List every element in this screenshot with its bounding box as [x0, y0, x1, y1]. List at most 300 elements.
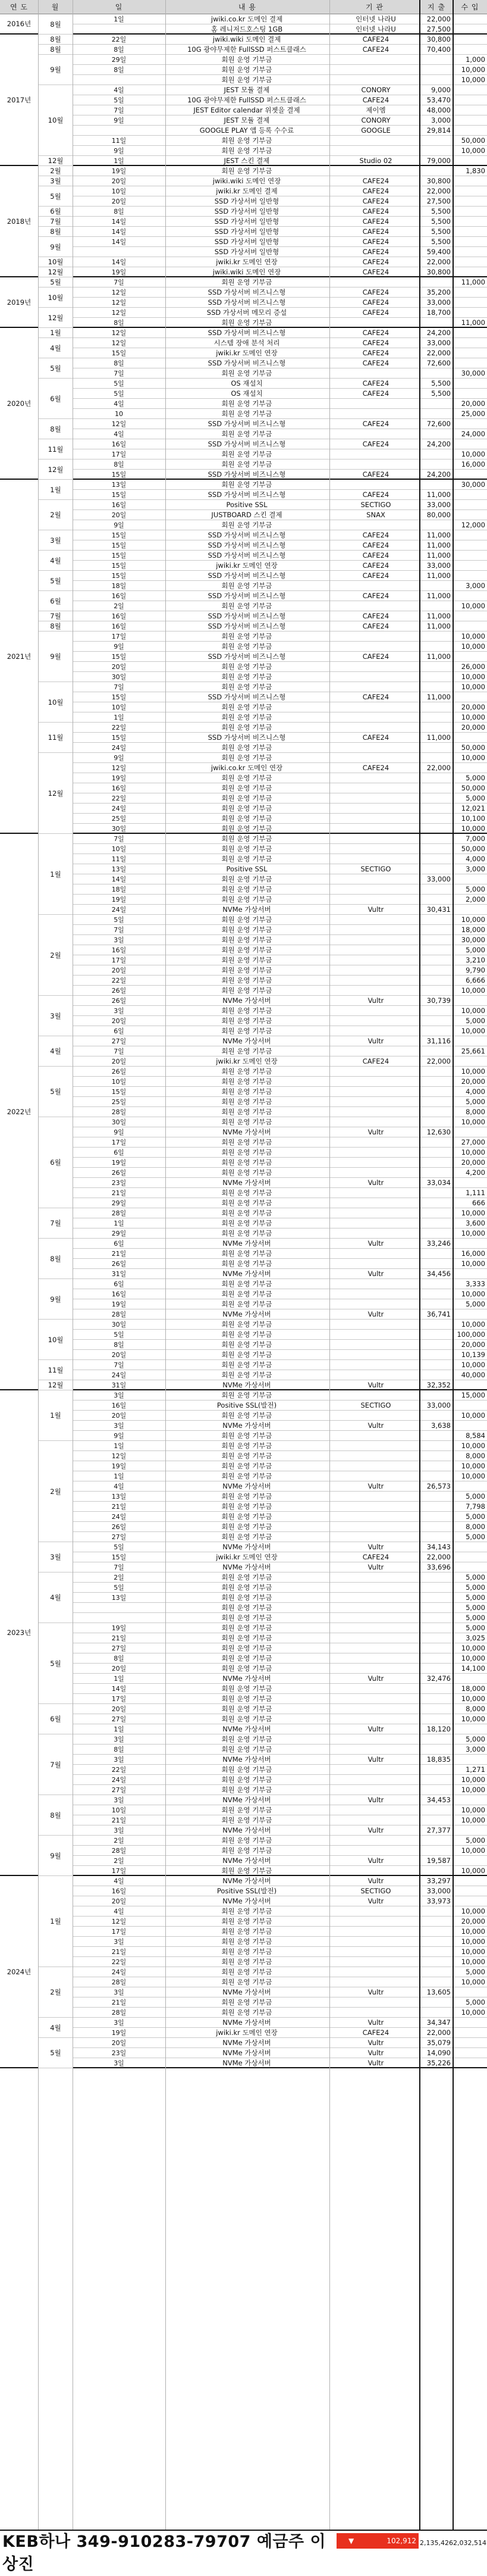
- vendor-cell: [329, 1927, 420, 1937]
- day-cell: 8일: [114, 1746, 124, 1753]
- day-cell: 21일: [111, 1503, 127, 1511]
- expense-cell: 24,200: [426, 329, 451, 337]
- description-cell: 회원 운영 기부금: [221, 703, 272, 711]
- description-cell: jwiki.wiki 도메인 연장: [212, 177, 281, 185]
- day-cell: 3일: [114, 1938, 124, 1946]
- income-cell: 10,000: [461, 1644, 485, 1652]
- income-cell: 10,000: [461, 76, 485, 84]
- description-cell: jwiki.co.kr 도메인 결제: [210, 15, 283, 23]
- expense-cell: 11,000: [426, 693, 451, 701]
- expense-cell: [420, 723, 453, 733]
- description-cell: jwiki.kr 도메인 연장: [216, 349, 278, 357]
- income-cell: 10,100: [461, 814, 485, 823]
- income-cell: 20,000: [461, 1917, 485, 1925]
- day-cell: 1일: [114, 1725, 124, 1733]
- expense-cell: [420, 1087, 453, 1097]
- column-rule: [38, 0, 39, 2530]
- description-cell: 회원 운영 기부금: [221, 582, 272, 590]
- expense-cell: [420, 945, 453, 955]
- day-cell: 26일: [111, 1260, 127, 1268]
- description-cell: OS 재설치: [231, 379, 263, 387]
- description-cell: 회원 운영 기부금: [221, 1644, 272, 1652]
- day-cell: 16일: [111, 623, 127, 630]
- day-cell: 9일: [114, 1128, 124, 1136]
- income-cell: 8,000: [466, 1108, 485, 1116]
- day-cell: 20일: [111, 967, 127, 974]
- income-cell: 24,000: [461, 430, 485, 438]
- description-cell: 회원 운영 기부금: [221, 65, 272, 74]
- expense-cell: [420, 773, 453, 783]
- day-cell: 19일: [111, 2029, 127, 2037]
- income-cell: 5,000: [466, 1836, 485, 1845]
- expense-cell: 35,200: [426, 288, 451, 296]
- vendor-cell: [329, 1613, 420, 1623]
- vendor-cell: [329, 1917, 420, 1927]
- vendor-cell: 제이엠: [366, 106, 386, 114]
- day-cell: 5일: [114, 916, 124, 924]
- income-cell: [453, 298, 487, 308]
- description-cell: 회원 운영 기부금: [221, 1442, 272, 1450]
- day-cell: 5일: [114, 1543, 124, 1551]
- expense-cell: [420, 1431, 453, 1441]
- description-cell: jwiki.kr 도메인 연장: [216, 258, 278, 266]
- day-cell: 20일: [111, 1351, 127, 1359]
- day-cell: 14일: [111, 238, 127, 246]
- vendor-cell: [329, 1411, 420, 1421]
- column-rule: [165, 0, 166, 2530]
- month-cell: 7월: [39, 611, 73, 621]
- income-cell: 18,000: [461, 926, 485, 934]
- expense-cell: 33,000: [426, 1887, 451, 1895]
- description-cell: 회원 운영 기부금: [221, 1958, 272, 1966]
- description-cell: 회원 운영 기부금: [221, 1067, 272, 1076]
- expense-cell: 18,835: [426, 1755, 451, 1764]
- vendor-cell: [329, 1330, 420, 1340]
- description-cell: 회원 운영 기부금: [221, 409, 272, 418]
- expense-cell: [420, 1664, 453, 1674]
- day-cell: 15일: [111, 491, 127, 499]
- income-cell: [453, 510, 487, 520]
- income-cell: [453, 905, 487, 915]
- description-cell: 회원 운영 기부금: [221, 1462, 272, 1470]
- vendor-cell: Vultr: [367, 1482, 384, 1490]
- description-cell: NVMe 가상서버: [222, 1270, 271, 1278]
- day-cell: 20일: [111, 1412, 127, 1420]
- vendor-cell: CAFE24: [362, 2028, 389, 2037]
- vendor-cell: [329, 1684, 420, 1694]
- expense-cell: [420, 1259, 453, 1269]
- income-cell: [453, 561, 487, 571]
- description-cell: 회원 운영 기부금: [221, 1259, 272, 1268]
- income-cell: 5,000: [466, 1603, 485, 1612]
- vendor-cell: Vultr: [367, 2049, 384, 2057]
- income-cell: 3,000: [466, 1745, 485, 1753]
- vendor-cell: CAFE24: [362, 733, 389, 742]
- day-cell: 7일: [114, 370, 124, 377]
- vendor-cell: [329, 723, 420, 733]
- vendor-cell: [329, 702, 420, 712]
- vendor-cell: [329, 409, 420, 419]
- income-cell: 25,000: [461, 409, 485, 418]
- income-cell: 11,000: [461, 318, 485, 327]
- day-cell: 5일: [114, 96, 124, 104]
- description-cell: 회원 운영 기부금: [221, 1968, 272, 1976]
- day-cell: 9일: [114, 1432, 124, 1440]
- day-cell: 25일: [111, 1098, 127, 1106]
- expense-cell: [420, 449, 453, 459]
- description-cell: 회원 운영 기부금: [221, 1523, 272, 1531]
- vendor-cell: [329, 1805, 420, 1815]
- description-cell: 회원 운영 기부금: [221, 1006, 272, 1015]
- day-cell: 22일: [111, 1766, 127, 1774]
- expense-cell: [420, 1046, 453, 1056]
- expense-cell: [420, 1512, 453, 1522]
- day-cell: 18일: [111, 582, 127, 590]
- expense-cell: [420, 1775, 453, 1785]
- income-cell: 1,111: [466, 1189, 485, 1197]
- income-cell: 3,000: [466, 582, 485, 590]
- day-cell: 17일: [111, 1867, 127, 1875]
- description-cell: 회원 운영 기부금: [221, 662, 272, 671]
- description-cell: 회원 운영 기부금: [221, 1452, 272, 1460]
- description-cell: JUSTBOARD 스킨 결제: [211, 511, 282, 519]
- expense-cell: 70,400: [426, 45, 451, 54]
- expense-cell: 11,000: [426, 652, 451, 661]
- expense-cell: [420, 1360, 453, 1370]
- expense-cell: 24,200: [426, 470, 451, 479]
- month-cell: 12월: [39, 1380, 73, 1390]
- expense-cell: [420, 1573, 453, 1583]
- description-cell: NVMe 가상서버: [222, 1877, 271, 1885]
- description-cell: 회원 운영 기부금: [221, 480, 272, 489]
- expense-cell: [420, 1168, 453, 1178]
- expense-cell: [420, 1390, 453, 1400]
- expense-cell: [420, 1947, 453, 1957]
- vendor-cell: 인터넷 나라U: [356, 25, 396, 33]
- day-cell: 29일: [111, 56, 127, 64]
- expense-cell: 80,000: [426, 511, 451, 519]
- description-cell: 회원 운영 기부금: [221, 450, 272, 458]
- expense-cell: 11,000: [426, 490, 451, 499]
- year-cell: 2022년: [0, 834, 38, 1390]
- income-cell: 50,000: [461, 784, 485, 792]
- expense-cell: [420, 409, 453, 419]
- vendor-cell: [329, 814, 420, 824]
- vendor-cell: [329, 1522, 420, 1532]
- income-cell: 10,000: [461, 1006, 485, 1015]
- income-cell: [453, 115, 487, 126]
- income-cell: 6,666: [466, 976, 485, 984]
- month-cell: 6월: [39, 1704, 73, 1734]
- header-month: 월: [51, 3, 59, 11]
- expense-cell: [420, 965, 453, 976]
- day-cell: [73, 126, 165, 136]
- income-cell: 10,000: [461, 1775, 485, 1784]
- year-cell: 2024년: [0, 1876, 38, 2068]
- income-cell: 20,000: [461, 1158, 485, 1167]
- day-cell: 1일: [114, 15, 124, 23]
- day-cell: 7일: [114, 1564, 124, 1571]
- income-cell: 10,000: [461, 1209, 485, 1217]
- expense-cell: 9,000: [431, 86, 451, 94]
- vendor-cell: [329, 1350, 420, 1360]
- description-cell: 회원 운영 기부금: [221, 723, 272, 731]
- expense-cell: [420, 1714, 453, 1724]
- month-cell: 9월: [39, 632, 73, 682]
- expense-cell: [420, 1451, 453, 1461]
- description-cell: Positive SSL(발전): [216, 1887, 277, 1895]
- day-cell: 17일: [111, 1139, 127, 1146]
- description-cell: 회원 운영 기부금: [221, 1411, 272, 1420]
- day-cell: 15일: [111, 542, 127, 549]
- vendor-cell: Vultr: [367, 1543, 384, 1551]
- vendor-cell: Vultr: [367, 1856, 384, 1865]
- income-cell: 8,000: [466, 1452, 485, 1460]
- month-cell: 3월: [39, 530, 73, 551]
- vendor-cell: CAFE24: [362, 177, 389, 185]
- description-cell: 회원 운영 기부금: [221, 673, 272, 681]
- income-cell: 10,000: [461, 1786, 485, 1794]
- description-cell: 회원 운영 기부금: [221, 1219, 272, 1227]
- expense-cell: 5,500: [431, 207, 451, 215]
- day-cell: 3일: [114, 936, 124, 944]
- description-cell: 회원 운영 기부금: [221, 55, 272, 64]
- income-cell: 5,000: [466, 1573, 485, 1581]
- vendor-cell: CAFE24: [362, 217, 389, 226]
- day-cell: 9일: [114, 147, 124, 155]
- income-cell: [453, 14, 487, 24]
- day-cell: 16일: [111, 592, 127, 600]
- income-cell: 10,000: [461, 915, 485, 924]
- day-cell: 8일: [114, 66, 124, 74]
- vendor-cell: Vultr: [367, 1381, 384, 1389]
- expense-cell: 5,500: [431, 237, 451, 246]
- month-cell: 11월: [39, 439, 73, 459]
- day-cell: 6일: [114, 1149, 124, 1156]
- vendor-cell: SECTIGO: [360, 865, 391, 873]
- month-cell: 9월: [39, 237, 73, 257]
- description-cell: 회원 운영 기부금: [221, 713, 272, 721]
- day-cell: 7일: [114, 926, 124, 934]
- month-cell: 6월: [39, 1117, 73, 1208]
- description-cell: NVMe 가상서버: [222, 1310, 271, 1318]
- vendor-cell: Vultr: [367, 1877, 384, 1885]
- description-cell: SSD 가상서버 비즈니스형: [208, 288, 286, 296]
- income-cell: [453, 2058, 487, 2068]
- income-cell: 40,000: [461, 1371, 485, 1379]
- day-cell: 21일: [111, 1189, 127, 1197]
- expense-cell: 30,800: [426, 268, 451, 276]
- description-cell: 회원 운영 기부금: [221, 642, 272, 651]
- income-cell: 20,000: [461, 723, 485, 731]
- description-cell: SSD 가상서버 일반형: [214, 248, 279, 256]
- income-cell: [453, 500, 487, 510]
- day-cell: 22일: [111, 977, 127, 984]
- day-cell: 2일: [114, 1837, 124, 1845]
- day-cell: 19일: [111, 167, 127, 175]
- income-cell: 10,000: [461, 1259, 485, 1268]
- day-cell: 22일: [111, 724, 127, 731]
- day-cell: 10일: [111, 1078, 127, 1086]
- description-cell: Positive SSL: [226, 865, 268, 873]
- income-cell: [453, 308, 487, 318]
- description-cell: 회원 운영 기부금: [221, 460, 272, 468]
- day-cell: 26일: [111, 987, 127, 995]
- month-cell: 8월: [39, 45, 73, 55]
- day-cell: 13일: [111, 481, 127, 489]
- day-cell: 17일: [111, 633, 127, 640]
- description-cell: SSD 가상서버 비즈니스형: [208, 551, 286, 559]
- vendor-cell: [329, 1593, 420, 1603]
- vendor-cell: [329, 1077, 420, 1087]
- description-cell: NVMe 가상서버: [222, 1674, 271, 1683]
- description-cell: 회원 운영 기부금: [221, 936, 272, 944]
- expense-cell: 22,000: [426, 258, 451, 266]
- expense-cell: [420, 1704, 453, 1714]
- income-cell: 10,000: [461, 1320, 485, 1328]
- vendor-cell: [329, 632, 420, 642]
- day-cell: [73, 1613, 165, 1623]
- description-cell: 회원 운영 기부금: [221, 1907, 272, 1915]
- description-cell: SSD 가상서버 일반형: [214, 227, 279, 236]
- expense-cell: 30,739: [426, 996, 451, 1005]
- income-cell: 7,000: [466, 834, 485, 843]
- expense-cell: [420, 1330, 453, 1340]
- expense-cell: 33,246: [426, 1239, 451, 1248]
- vendor-cell: [329, 520, 420, 530]
- month-cell: 1월: [39, 1390, 73, 1441]
- vendor-cell: Vultr: [367, 2059, 384, 2067]
- vendor-cell: CAFE24: [362, 268, 389, 276]
- year-cell: 2017년: [0, 35, 38, 166]
- income-cell: [453, 1795, 487, 1805]
- vendor-cell: [329, 1016, 420, 1026]
- day-cell: 3일: [114, 1796, 124, 1804]
- vendor-cell: [329, 1815, 420, 1825]
- description-cell: 회원 운영 기부금: [221, 1978, 272, 1986]
- expense-cell: 11,000: [426, 541, 451, 549]
- description-cell: 회원 운영 기부금: [221, 1937, 272, 1946]
- day-cell: 11일: [111, 137, 127, 145]
- description-cell: SSD 가상서버 비즈니스형: [208, 298, 286, 307]
- expense-cell: 30,431: [426, 905, 451, 914]
- income-cell: [453, 45, 487, 55]
- income-cell: 8,584: [466, 1431, 485, 1440]
- expense-cell: [420, 399, 453, 409]
- expense-cell: [420, 1067, 453, 1077]
- day-cell: 8일: [114, 1341, 124, 1349]
- day-cell: 19일: [111, 1462, 127, 1470]
- vendor-cell: [329, 2008, 420, 2018]
- vendor-cell: [329, 277, 420, 287]
- month-cell: 2월: [39, 166, 73, 176]
- vendor-cell: CAFE24: [362, 420, 389, 428]
- income-cell: 10,000: [461, 1654, 485, 1662]
- vendor-cell: CAFE24: [362, 308, 389, 317]
- vendor-cell: [329, 1279, 420, 1289]
- vendor-cell: [329, 965, 420, 976]
- day-cell: 30일: [111, 1118, 127, 1126]
- vendor-cell: Vultr: [367, 1897, 384, 1905]
- vendor-cell: [329, 1340, 420, 1350]
- description-cell: SSD 가상서버 비즈니스형: [208, 470, 286, 479]
- vendor-cell: [329, 1623, 420, 1633]
- vendor-cell: GOOGLE: [361, 126, 391, 135]
- description-cell: Positive SSL(발전): [216, 1401, 277, 1409]
- expense-cell: [420, 55, 453, 65]
- description-cell: NVMe 가상서버: [222, 1482, 271, 1490]
- income-cell: [453, 1542, 487, 1552]
- description-cell: 회원 운영 기부금: [221, 1189, 272, 1197]
- vendor-cell: CAFE24: [362, 197, 389, 205]
- day-cell: 13일: [111, 1493, 127, 1500]
- expense-cell: [420, 1370, 453, 1380]
- month-cell: 3월: [39, 996, 73, 1036]
- month-cell: 5월: [39, 2038, 73, 2068]
- vendor-cell: [329, 1573, 420, 1583]
- expense-cell: [420, 1502, 453, 1512]
- vendor-cell: [329, 1158, 420, 1168]
- expense-cell: 22,000: [426, 349, 451, 357]
- description-cell: SSD 가상서버 일반형: [214, 207, 279, 215]
- income-cell: [453, 1036, 487, 1046]
- day-cell: [73, 247, 165, 257]
- day-cell: 17일: [111, 1695, 127, 1703]
- income-cell: 10,000: [461, 673, 485, 681]
- expense-cell: [420, 986, 453, 996]
- vendor-cell: Vultr: [367, 2039, 384, 2047]
- day-cell: [73, 75, 165, 85]
- income-cell: 10,000: [461, 824, 485, 833]
- income-cell: 1,000: [466, 55, 485, 64]
- day-cell: 20일: [111, 1058, 127, 1065]
- month-cell: 5월: [39, 186, 73, 207]
- vendor-cell: [329, 581, 420, 591]
- income-cell: 10,000: [461, 986, 485, 995]
- vendor-cell: [329, 773, 420, 783]
- expense-cell: [420, 318, 453, 328]
- expense-cell: [420, 1492, 453, 1502]
- expense-cell: [420, 601, 453, 611]
- expense-cell: [420, 1957, 453, 1967]
- day-cell: 20일: [111, 198, 127, 205]
- description-cell: jwiki.co.kr 도메인 연장: [210, 764, 283, 772]
- expense-cell: [420, 1320, 453, 1330]
- income-cell: 10,000: [461, 1907, 485, 1915]
- description-cell: 회원 운영 기부금: [221, 1684, 272, 1693]
- income-cell: 3,600: [466, 1219, 485, 1227]
- income-cell: 1,830: [466, 167, 485, 175]
- day-cell: 1일: [114, 1220, 124, 1227]
- description-cell: 회원 운영 기부금: [221, 1816, 272, 1824]
- expense-cell: 5,500: [431, 217, 451, 226]
- description-cell: NVMe 가상서버: [222, 1988, 271, 1996]
- vendor-cell: [329, 65, 420, 75]
- income-cell: 10,000: [461, 1978, 485, 1986]
- month-cell: 8월: [39, 14, 73, 35]
- expense-cell: 3,638: [431, 1421, 451, 1430]
- income-cell: [453, 692, 487, 702]
- expense-cell: [420, 1785, 453, 1795]
- vendor-cell: Vultr: [367, 2018, 384, 2027]
- month-cell: 3월: [39, 176, 73, 186]
- day-cell: 15일: [111, 1088, 127, 1096]
- income-cell: 16,000: [461, 1249, 485, 1258]
- month-cell: 11월: [39, 723, 73, 753]
- expense-cell: [420, 1734, 453, 1745]
- day-cell: 20일: [111, 1897, 127, 1905]
- description-cell: 회원 운영 기부금: [221, 1624, 272, 1632]
